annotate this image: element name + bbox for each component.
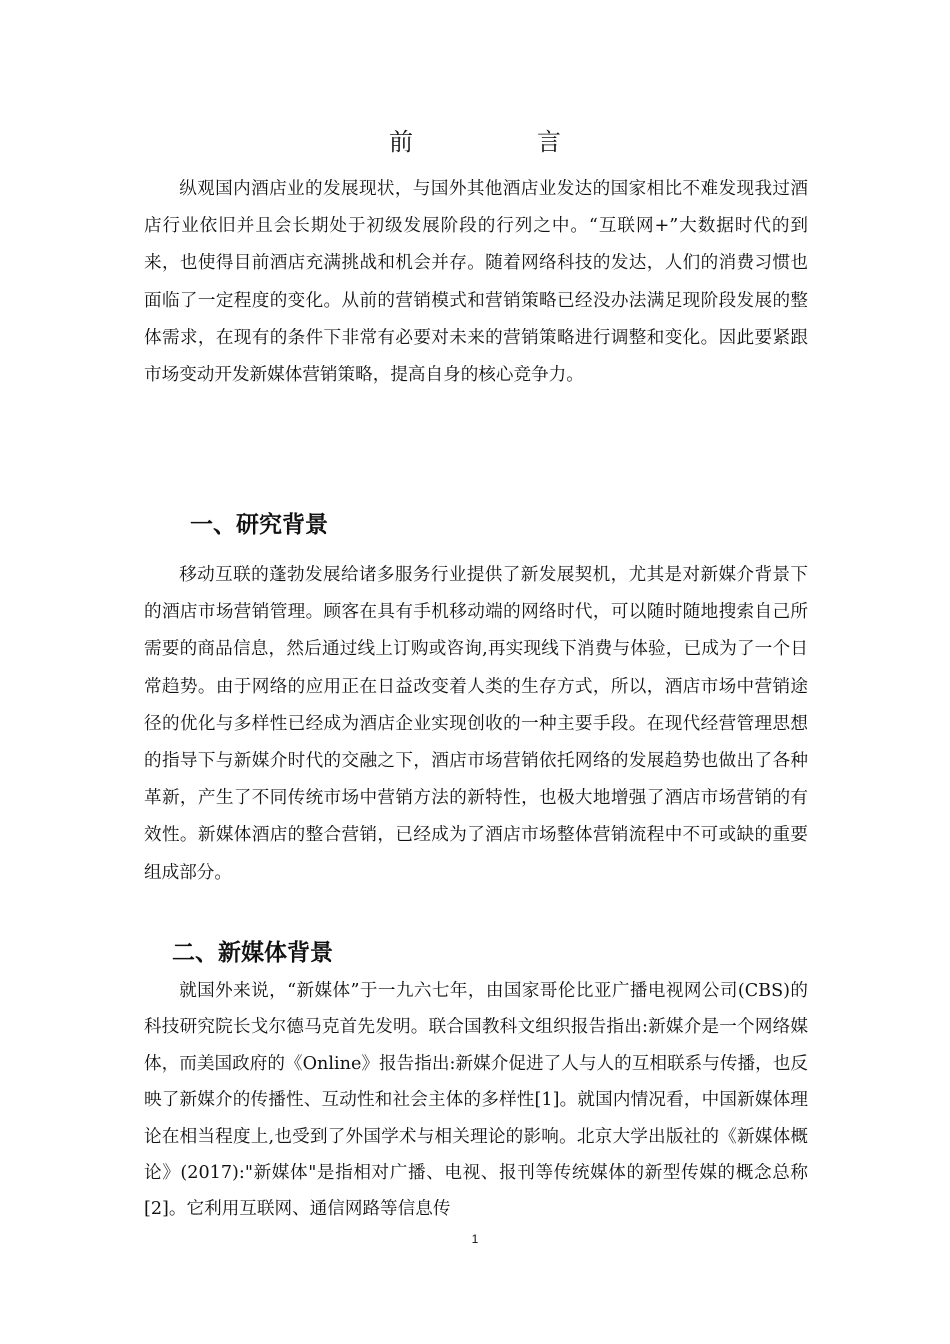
intro-paragraph: 纵观国内酒店业的发展现状，与国外其他酒店业发达的国家相比不难发现我过酒店行业依旧并且会长期处于初级发展阶段的行列之中。“互联网+”大数据时代的到来，也使得目前酒店充满挑战和机会并存。随着网络科技的发达，人们的消费习惯也面临了一定程度的变化。从前的营销模式和营销策略已经没办法满足现阶段发展的整体需求，在现有的条件下非常有必要对未来的营销策略进行调整和变化。因此要紧跟市场变动开发新媒体营销策略，提高自身的核心竞争力。 [144, 179, 808, 386]
research-background-paragraph: 移动互联的蓬勃发展给诸多服务行业提供了新发展契机，尤其是对新媒介背景下的酒店市场营销管理。顾客在具有手机移动端的网络时代，可以随时随地搜索自己所需要的商品信息，然后通过线上订购或咨询,再实现线下消费与体验，已成为了一个日常趋势。由于网络的应用正在日益改变着人类的生存方式，所以，酒店市场中营销途径的优化与多样性已经成为酒店企业实现创收的一种主要手段。在现代经营管理思想的指导下与新媒介时代的交融之下，酒店市场营销依托网络的发展趋势也做出了各种革新，产生了不同传统市场中营销方法的新特性，也极大地增强了酒店市场营销的有效性。新媒体酒店的整合营销，已经成为了酒店市场整体营销流程中不可或缺的重要组成部分。 [144, 565, 808, 883]
page-title: 前 言 [389, 128, 611, 156]
page-number: 1 [471, 1232, 479, 1246]
section-heading-new-media-background: 二、新媒体背景 [172, 940, 333, 966]
section-heading-research-background: 一、研究背景 [190, 512, 328, 538]
new-media-background-paragraph: 就国外来说，“新媒体”于一九六七年，由国家哥伦比亚广播电视网公司(CBS)的科技研究院长戈尔德马克首先发明。联合国教科文组织报告指出:新媒介是一个网络媒体，而美国政府的《Online》报告指出:新媒介促进了人与人的互相联系与传播，也反映了新媒介的传播性、互动性和社会主体的多样性[1]。就国内情况看，中国新媒体理论在相当程度上,也受到了外国学术与相关理论的影响。北京大学出版社的《新媒体概论》(2017):"新媒体"是指相对广播、电视、报刊等传统媒体的新型传媒的概念总称[2]。它利用互联网、通信网路等信息传 [144, 981, 808, 1220]
